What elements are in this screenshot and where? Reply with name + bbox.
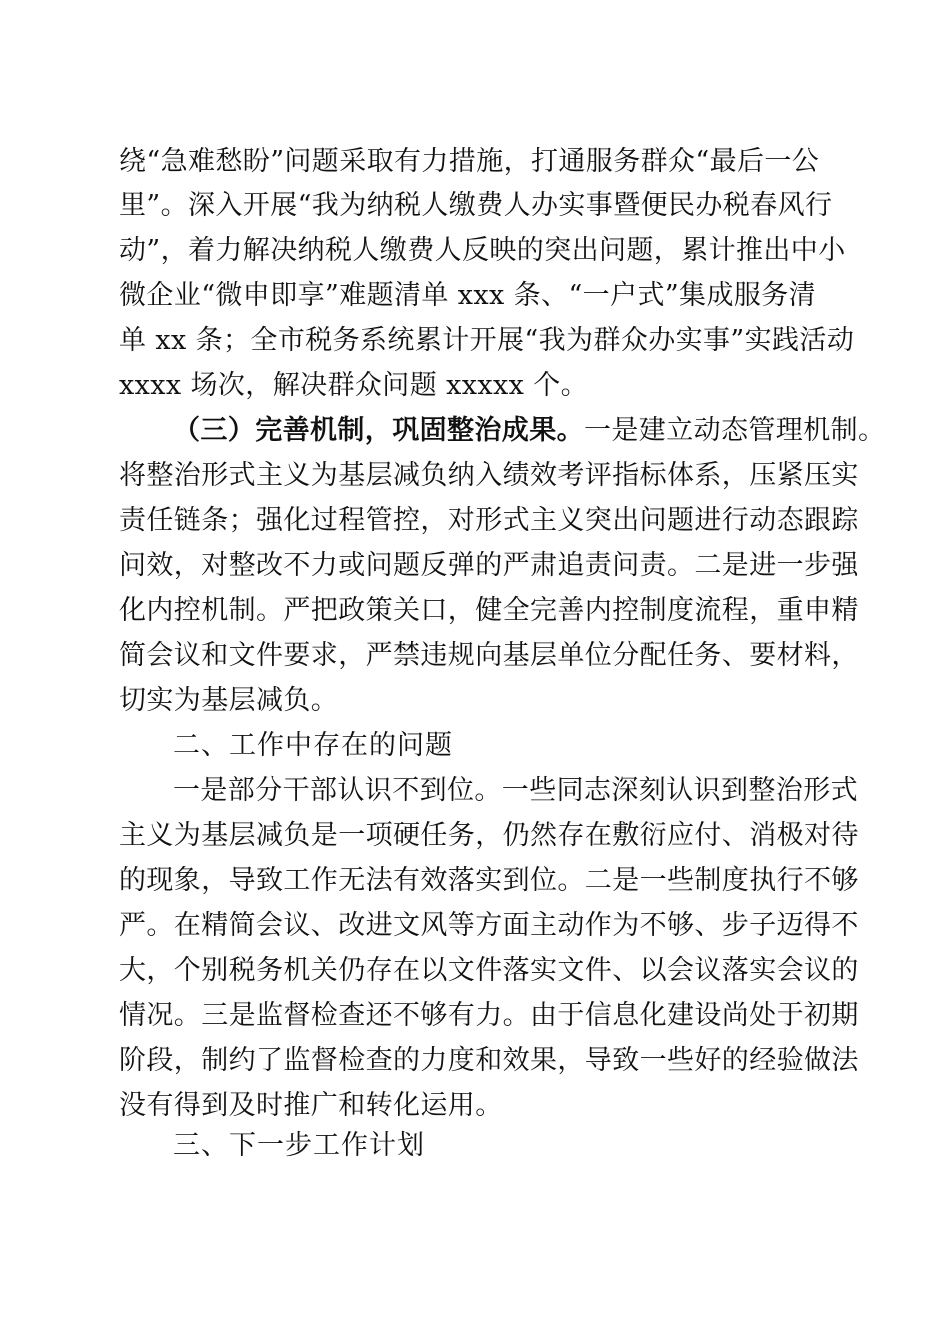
paragraph-3-line-8: 没有得到及时推广和转化运用。 (119, 1090, 503, 1121)
section-heading-2: 二、工作中存在的问题 (173, 730, 453, 761)
paragraph-3-line-6: 情况。三是监督检查还不够有力。由于信息化建设尚处于初期 (119, 1000, 859, 1031)
paragraph-1-line-3: 动”，着力解决纳税人缴费人反映的突出问题，累计推出中小 (119, 235, 846, 266)
paragraph-2-line-4: 问效，对整改不力或问题反弹的严肃追责问责。二是进一步强 (119, 550, 859, 581)
paragraph-3-line-3: 的现象，导致工作无法有效落实到位。二是一些制度执行不够 (119, 865, 859, 896)
paragraph-2-line-5: 化内控机制。严把政策关口，健全完善内控制度流程，重申精 (119, 595, 859, 626)
section-heading-3: 三、下一步工作计划 (173, 1130, 425, 1161)
paragraph-1-line-6: xxxx 场次，解决群众问题 xxxxx 个。 (119, 370, 588, 401)
paragraph-2-line-7: 切实为基层减负。 (119, 685, 339, 716)
paragraph-2-subheading: （三）完善机制，巩固整治成果。 (173, 415, 584, 446)
paragraph-1-line-1: 绕“急难愁盼”问题采取有力措施，打通服务群众“最后一公 (119, 146, 820, 177)
paragraph-2-line-6: 简会议和文件要求，严禁违规向基层单位分配任务、要材料， (119, 640, 859, 671)
paragraph-2-line-2: 将整治形式主义为基层减负纳入绩效考评指标体系，压紧压实 (119, 460, 859, 491)
paragraph-3-line-7: 阶段，制约了监督检查的力度和效果，导致一些好的经验做法 (119, 1045, 859, 1076)
paragraph-2-line-1-rest: 一是建立动态管理机制。 (584, 415, 886, 446)
paragraph-2-line-3: 责任链条；强化过程管控，对形式主义突出问题进行动态跟踪 (119, 505, 859, 536)
paragraph-3-line-4: 严。在精简会议、改进文风等方面主动作为不够、步子迈得不 (119, 910, 859, 941)
paragraph-2-line-1 (173, 409, 886, 453)
paragraph-3-line-2: 主义为基层减负是一项硬任务，仍然存在敷衍应付、消极对待 (119, 820, 859, 851)
paragraph-1-line-5: 单 xx 条；全市税务系统累计开展“我为群众办实事”实践活动 (119, 325, 855, 356)
paragraph-3-line-5: 大，个别税务机关仍存在以文件落实文件、以会议落实会议的 (119, 955, 859, 986)
paragraph-3-line-1: 一是部分干部认识不到位。一些同志深刻认识到整治形式 (173, 775, 858, 806)
paragraph-1-line-2: 里”。深入开展“我为纳税人缴费人办实事暨便民办税春风行 (119, 190, 833, 221)
paragraph-1-line-4: 微企业“微申即享”难题清单 xxx 条、“一户式”集成服务清 (119, 280, 817, 311)
